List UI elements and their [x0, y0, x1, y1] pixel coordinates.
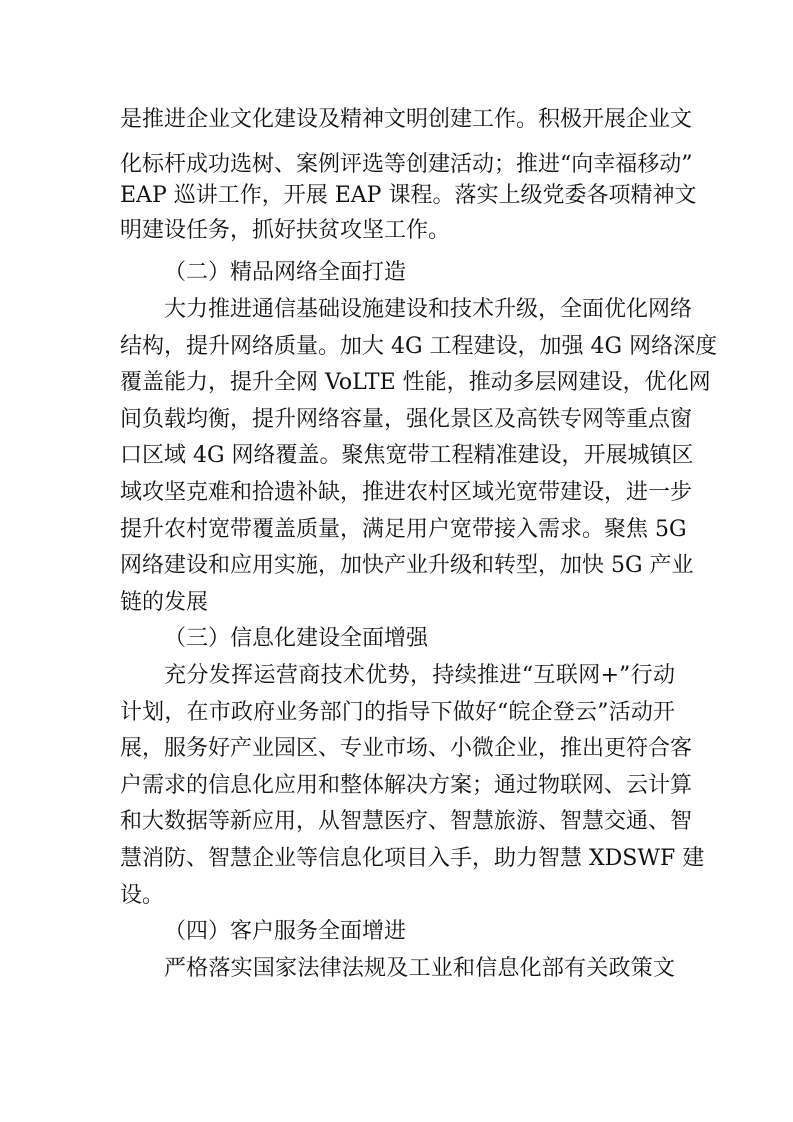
paragraph-line: 口区域 4G 网络覆盖。聚焦宽带工程精准建设，开展城镇区	[120, 443, 694, 468]
section-heading: （二）精品网络全面打造	[164, 260, 407, 285]
paragraph-line: 户需求的信息化应用和整体解决方案；通过物联网、云计算	[120, 773, 693, 798]
paragraph-line: 提升农村宽带覆盖质量，满足用户宽带接入需求。聚焦 5G	[120, 517, 687, 542]
paragraph-line: 化标杆成功选树、案例评选等创建活动；推进“向幸福移动”	[120, 152, 693, 177]
paragraph-line: 充分发挥运营商技术优势，持续推进“互联网+”行动	[164, 663, 675, 688]
paragraph-line: 间负载均衡，提升网络容量，强化景区及高铁专网等重点窗	[120, 407, 693, 432]
paragraph-line: 计划，在市政府业务部门的指导下做好“皖企登云”活动开	[120, 700, 675, 725]
section-heading: （三）信息化建设全面增强	[164, 626, 429, 651]
paragraph-line: 是推进企业文化建设及精神文明创建工作。积极开展企业文	[120, 107, 693, 132]
paragraph-line: 展，服务好产业园区、专业市场、小微企业，推出更符合客	[120, 736, 693, 761]
paragraph-line: 覆盖能力，提升全网 VoLTE 性能，推动多层网建设，优化网	[120, 370, 711, 395]
paragraph-line: EAP 巡讲工作，开展 EAP 课程。落实上级党委各项精神文	[120, 183, 697, 208]
paragraph-line: 大力推进通信基础设施建设和技术升级，全面优化网络	[164, 297, 693, 322]
paragraph-line: 和大数据等新应用，从智慧医疗、智慧旅游、智慧交通、智	[120, 809, 693, 834]
paragraph-line: 网络建设和应用实施，加快产业升级和转型，加快 5G 产业	[120, 553, 694, 578]
section-heading: （四）客户服务全面增进	[164, 919, 407, 944]
paragraph-line: 严格落实国家法律法规及工业和信息化部有关政策文	[164, 956, 675, 981]
paragraph-line: 设。	[120, 883, 165, 908]
paragraph-line: 慧消防、智慧企业等信息化项目入手，助力智慧 XDSWF 建	[120, 846, 705, 871]
paragraph-line: 域攻坚克难和拾遗补缺，推进农村区域光宽带建设，进一步	[120, 480, 693, 505]
paragraph-line: 结构，提升网络质量。加大 4G 工程建设，加强 4G 网络深度	[120, 334, 718, 359]
paragraph-line: 链的发展	[120, 590, 209, 615]
paragraph-line: 明建设任务，抓好扶贫攻坚工作。	[120, 218, 451, 243]
